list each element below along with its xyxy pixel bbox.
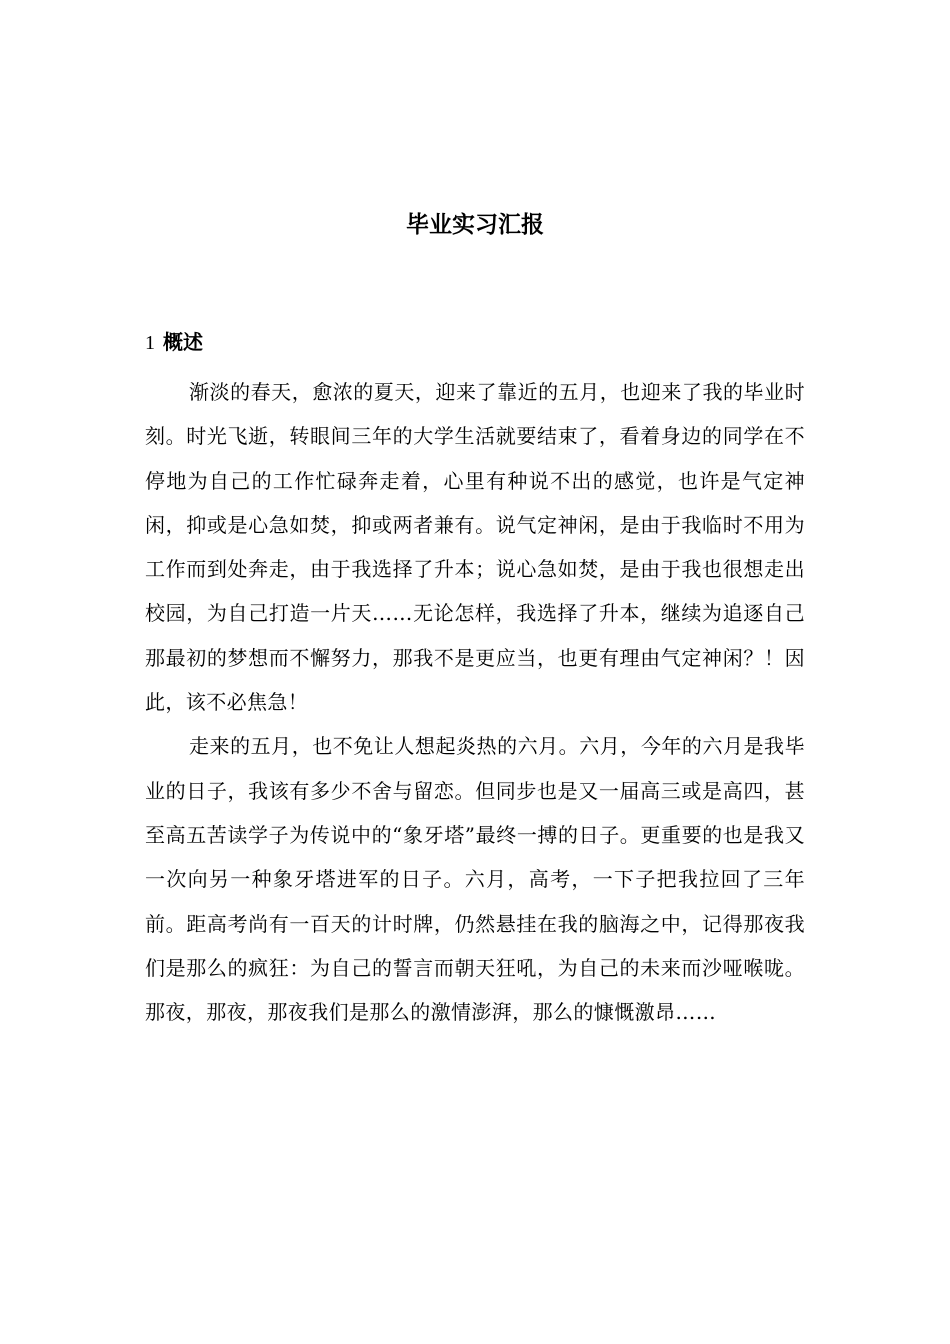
paragraph-2: 走来的五月，也不免让人想起炎热的六月。六月，今年的六月是我毕业的日子，我该有多少不舍与留恋。但同步也是又一届高三或是高四，甚至高五苦读学子为传说中的“象牙塔”最终一搏的日子。更重要的也是我又一次向另一种象牙塔进军的日子。六月，高考，一下子把我拉回了三年前。距高考尚有一百天的计时牌，仍然悬挂在我的脑海之中，记得那夜我们是那么的疯狂：为自己的誓言而朝天狂吼，为自己的未来而沙哑喉咙。那夜，那夜，那夜我们是那么的激情澎湃，那么的慷慨激昂…… — [145, 734, 805, 1025]
section-number: 1 — [145, 332, 155, 354]
body-text — [145, 370, 805, 1034]
section-heading — [145, 324, 203, 361]
section-heading-label: 概述 — [163, 330, 203, 354]
document-title: 毕业实习汇报 — [406, 212, 544, 238]
paragraph-1: 渐淡的春天，愈浓的夏天，迎来了靠近的五月，也迎来了我的毕业时刻。时光飞逝，转眼间三年的大学生活就要结束了，看着身边的同学在不停地为自己的工作忙碌奔走着，心里有种说不出的感觉，也许是气定神闲，抑或是心急如焚，抑或两者兼有。说气定神闲，是由于我临时不用为工作而到处奔走，由于我选择了升本；说心急如焚，是由于我也很想走出校园，为自己打造一片天……无论怎样，我选择了升本，继续为追逐自己那最初的梦想而不懈努力，那我不是更应当，也更有理由气定神闲？！因此，该不必焦急！ — [145, 380, 805, 715]
